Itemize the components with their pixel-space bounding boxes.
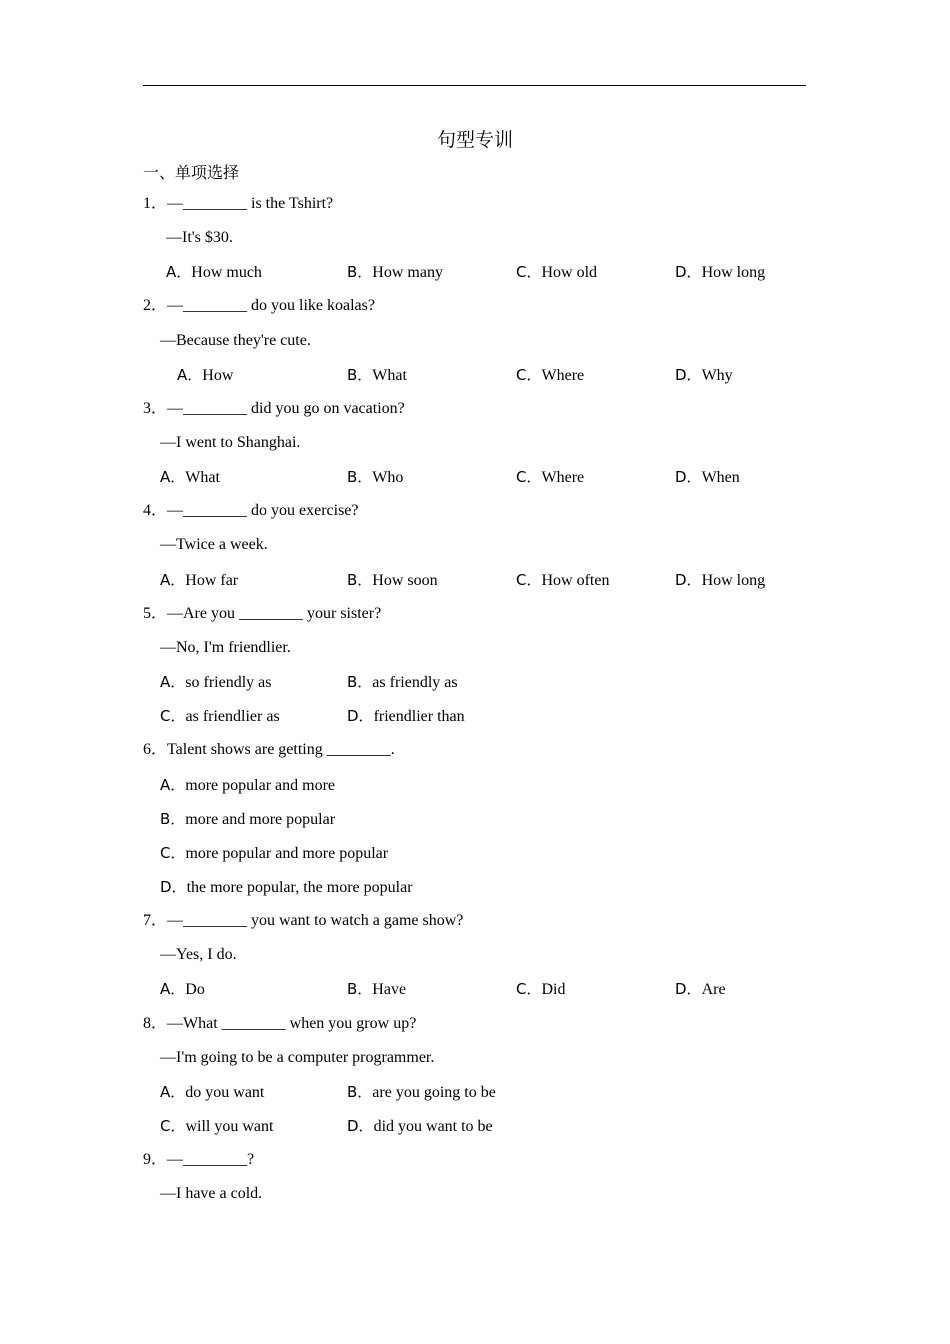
option-c[interactable] bbox=[516, 365, 584, 386]
option-label: C． bbox=[516, 468, 542, 486]
option-a[interactable] bbox=[160, 467, 220, 488]
option-label: A． bbox=[166, 263, 192, 281]
option-text: How soon bbox=[372, 572, 438, 589]
option-d[interactable] bbox=[675, 979, 726, 1000]
option-c[interactable] bbox=[160, 1116, 273, 1137]
option-d[interactable] bbox=[347, 706, 465, 727]
option-label: A． bbox=[160, 468, 186, 486]
option-a[interactable] bbox=[160, 979, 205, 1000]
option-label: B． bbox=[347, 673, 373, 691]
option-text: How bbox=[202, 367, 234, 384]
option-d[interactable] bbox=[675, 365, 733, 386]
option-c[interactable] bbox=[516, 979, 565, 1000]
option-label: C． bbox=[516, 366, 542, 384]
question-stem: 3．—________ did you go on vacation? bbox=[143, 400, 405, 417]
option-label: A． bbox=[177, 366, 203, 384]
option-text: Did bbox=[541, 981, 566, 998]
option-label: B． bbox=[160, 810, 186, 828]
option-text: How many bbox=[372, 264, 443, 281]
question-answer: —It's $30. bbox=[166, 229, 233, 246]
option-b[interactable] bbox=[347, 570, 438, 591]
option-d[interactable] bbox=[160, 877, 413, 898]
option-c[interactable] bbox=[516, 262, 597, 283]
option-label: D． bbox=[347, 1117, 374, 1135]
option-c[interactable] bbox=[516, 467, 584, 488]
option-text: How far bbox=[185, 572, 239, 589]
option-b[interactable] bbox=[347, 672, 458, 693]
question-stem: 2．—________ do you like koalas? bbox=[143, 297, 375, 314]
option-label: A． bbox=[160, 980, 186, 998]
option-text: How often bbox=[541, 572, 610, 589]
question-stem: 9．—________? bbox=[143, 1151, 255, 1168]
option-d[interactable] bbox=[675, 570, 765, 591]
option-b[interactable] bbox=[347, 1082, 496, 1103]
option-a[interactable] bbox=[160, 775, 335, 796]
option-label: C． bbox=[160, 844, 186, 862]
option-a[interactable] bbox=[166, 262, 262, 283]
option-label: D． bbox=[675, 571, 702, 589]
question-answer: —No, I'm friendlier. bbox=[160, 639, 291, 656]
option-text: Are bbox=[701, 981, 726, 998]
question-answer: —I went to Shanghai. bbox=[160, 434, 301, 451]
option-label: D． bbox=[675, 980, 702, 998]
option-text: the more popular, the more popular bbox=[186, 879, 413, 896]
option-c[interactable] bbox=[160, 706, 280, 727]
question-answer: —I'm going to be a computer programmer. bbox=[160, 1049, 435, 1066]
option-label: A． bbox=[160, 673, 186, 691]
header-rule bbox=[143, 85, 806, 86]
question-answer: —Because they're cute. bbox=[160, 332, 311, 349]
option-label: B． bbox=[347, 571, 373, 589]
option-a[interactable] bbox=[177, 365, 233, 386]
question-stem: 7．—________ you want to watch a game show? bbox=[143, 912, 464, 929]
option-text: more popular and more bbox=[185, 777, 335, 794]
option-text: How much bbox=[191, 264, 262, 281]
option-label: A． bbox=[160, 1083, 186, 1101]
option-text: did you want to be bbox=[373, 1118, 493, 1135]
option-c[interactable] bbox=[516, 570, 609, 591]
option-label: B． bbox=[347, 366, 373, 384]
question-stem: 5．—Are you ________ your sister? bbox=[143, 605, 382, 622]
option-text: When bbox=[701, 469, 740, 486]
option-label: C． bbox=[516, 980, 542, 998]
option-label: A． bbox=[160, 776, 186, 794]
option-d[interactable] bbox=[675, 467, 740, 488]
question-answer: —Yes, I do. bbox=[160, 946, 237, 963]
option-label: B． bbox=[347, 1083, 373, 1101]
option-text: more popular and more popular bbox=[185, 845, 389, 862]
option-label: C． bbox=[516, 571, 542, 589]
question-stem: 6．Talent shows are getting ________. bbox=[143, 741, 395, 758]
option-text: What bbox=[185, 469, 220, 486]
option-text: friendlier than bbox=[373, 708, 465, 725]
option-a[interactable] bbox=[160, 570, 238, 591]
option-text: do you want bbox=[185, 1084, 265, 1101]
option-label: C． bbox=[160, 707, 186, 725]
option-b[interactable] bbox=[347, 979, 406, 1000]
option-text: How long bbox=[701, 264, 766, 281]
option-text: are you going to be bbox=[372, 1084, 496, 1101]
page-title: 句型专训 bbox=[436, 129, 513, 151]
section-heading: 一、单项选择 bbox=[143, 163, 240, 182]
option-text: will you want bbox=[185, 1118, 274, 1135]
question-stem: 4．—________ do you exercise? bbox=[143, 502, 359, 519]
question-stem: 1．—________ is the Tshirt? bbox=[143, 195, 334, 212]
option-label: D． bbox=[347, 707, 374, 725]
option-label: B． bbox=[347, 468, 373, 486]
option-label: D． bbox=[160, 878, 187, 896]
option-label: C． bbox=[516, 263, 542, 281]
option-b[interactable] bbox=[347, 467, 403, 488]
option-b[interactable] bbox=[347, 262, 443, 283]
option-text: Why bbox=[701, 367, 733, 384]
question-answer: —I have a cold. bbox=[160, 1185, 263, 1202]
option-c[interactable] bbox=[160, 843, 388, 864]
question-stem: 8．—What ________ when you grow up? bbox=[143, 1015, 417, 1032]
option-text: How old bbox=[541, 264, 598, 281]
option-text: more and more popular bbox=[185, 811, 336, 828]
option-text: as friendlier as bbox=[185, 708, 280, 725]
option-b[interactable] bbox=[160, 809, 335, 830]
option-label: A． bbox=[160, 571, 186, 589]
option-a[interactable] bbox=[160, 1082, 264, 1103]
option-label: D． bbox=[675, 468, 702, 486]
option-text: Who bbox=[372, 469, 404, 486]
option-a[interactable] bbox=[160, 672, 271, 693]
option-text: so friendly as bbox=[185, 674, 272, 691]
option-label: B． bbox=[347, 980, 373, 998]
question-answer: —Twice a week. bbox=[160, 536, 268, 553]
option-d[interactable] bbox=[675, 262, 765, 283]
option-label: D． bbox=[675, 366, 702, 384]
option-text: Where bbox=[541, 469, 585, 486]
option-label: D． bbox=[675, 263, 702, 281]
option-text: Have bbox=[372, 981, 407, 998]
option-d[interactable] bbox=[347, 1116, 493, 1137]
option-text: How long bbox=[701, 572, 766, 589]
option-text: Do bbox=[185, 981, 205, 998]
option-label: C． bbox=[160, 1117, 186, 1135]
option-text: as friendly as bbox=[372, 674, 458, 691]
option-b[interactable] bbox=[347, 365, 407, 386]
option-label: B． bbox=[347, 263, 373, 281]
option-text: Where bbox=[541, 367, 585, 384]
option-text: What bbox=[372, 367, 407, 384]
